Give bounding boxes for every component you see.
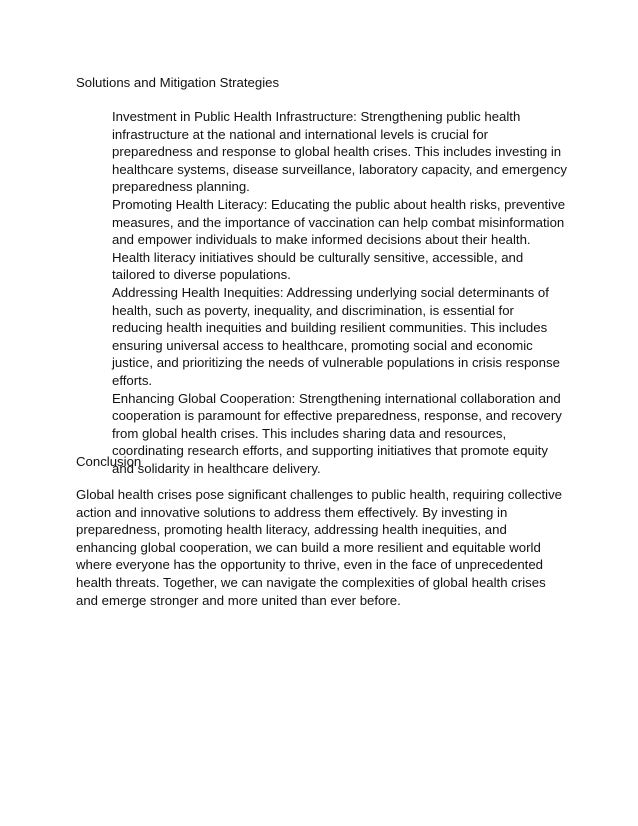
strategy-item-infrastructure: Investment in Public Health Infrastructure: Strengthening public health infrastructure at the national and international levels is crucial for preparedness and response to global health crises. This includes investing in healthcare systems, disease surveillance, laboratory capacity, and emergency preparedness planning. — [112, 109, 567, 195]
strategy-item-health-literacy: Promoting Health Literacy: Educating the public about health risks, preventive measures, and the importance of vaccination can help combat misinformation and empower individuals to make informed decisions about their health. Health literacy initiatives should be culturally sensitive, accessible, and tailored to diverse populations. — [112, 196, 566, 283]
strategy-list — [112, 108, 568, 477]
strategy-item-health-inequities: Addressing Health Inequities: Addressing underlying social determinants of health, such as poverty, inequality, and discrimination, is essential for reducing health inequities and building resilient communities. This includes ensuring universal access to healthcare, promoting social and economic justice, and prioritizing the needs of vulnerable populations in crisis response efforts. — [112, 284, 560, 388]
strategy-item-global-cooperation: Enhancing Global Cooperation: Strengthening international collaboration and cooperation is paramount for effective preparedness, response, and recovery from global health crises. This includes sharing data and resources, coordinating research efforts, and supporting initiatives that promote equity and solidarity in healthcare delivery. — [112, 390, 562, 476]
section-title: Solutions and Mitigation Strategies — [76, 75, 280, 90]
conclusion-paragraph: Global health crises pose significant challenges to public health, requiring collective action and innovative solutions to address them effectively. By investing in preparedness, promoting health literacy, addressing health inequities, and enhancing global cooperation, we can build a more resilient and equitable world where everyone has the opportunity to thrive, even in the face of unprecedented health threats. Together, we can navigate the complexities of global health crises and emerge stronger and more united than ever before. — [76, 487, 563, 608]
conclusion-title: Conclusion — [76, 454, 142, 469]
